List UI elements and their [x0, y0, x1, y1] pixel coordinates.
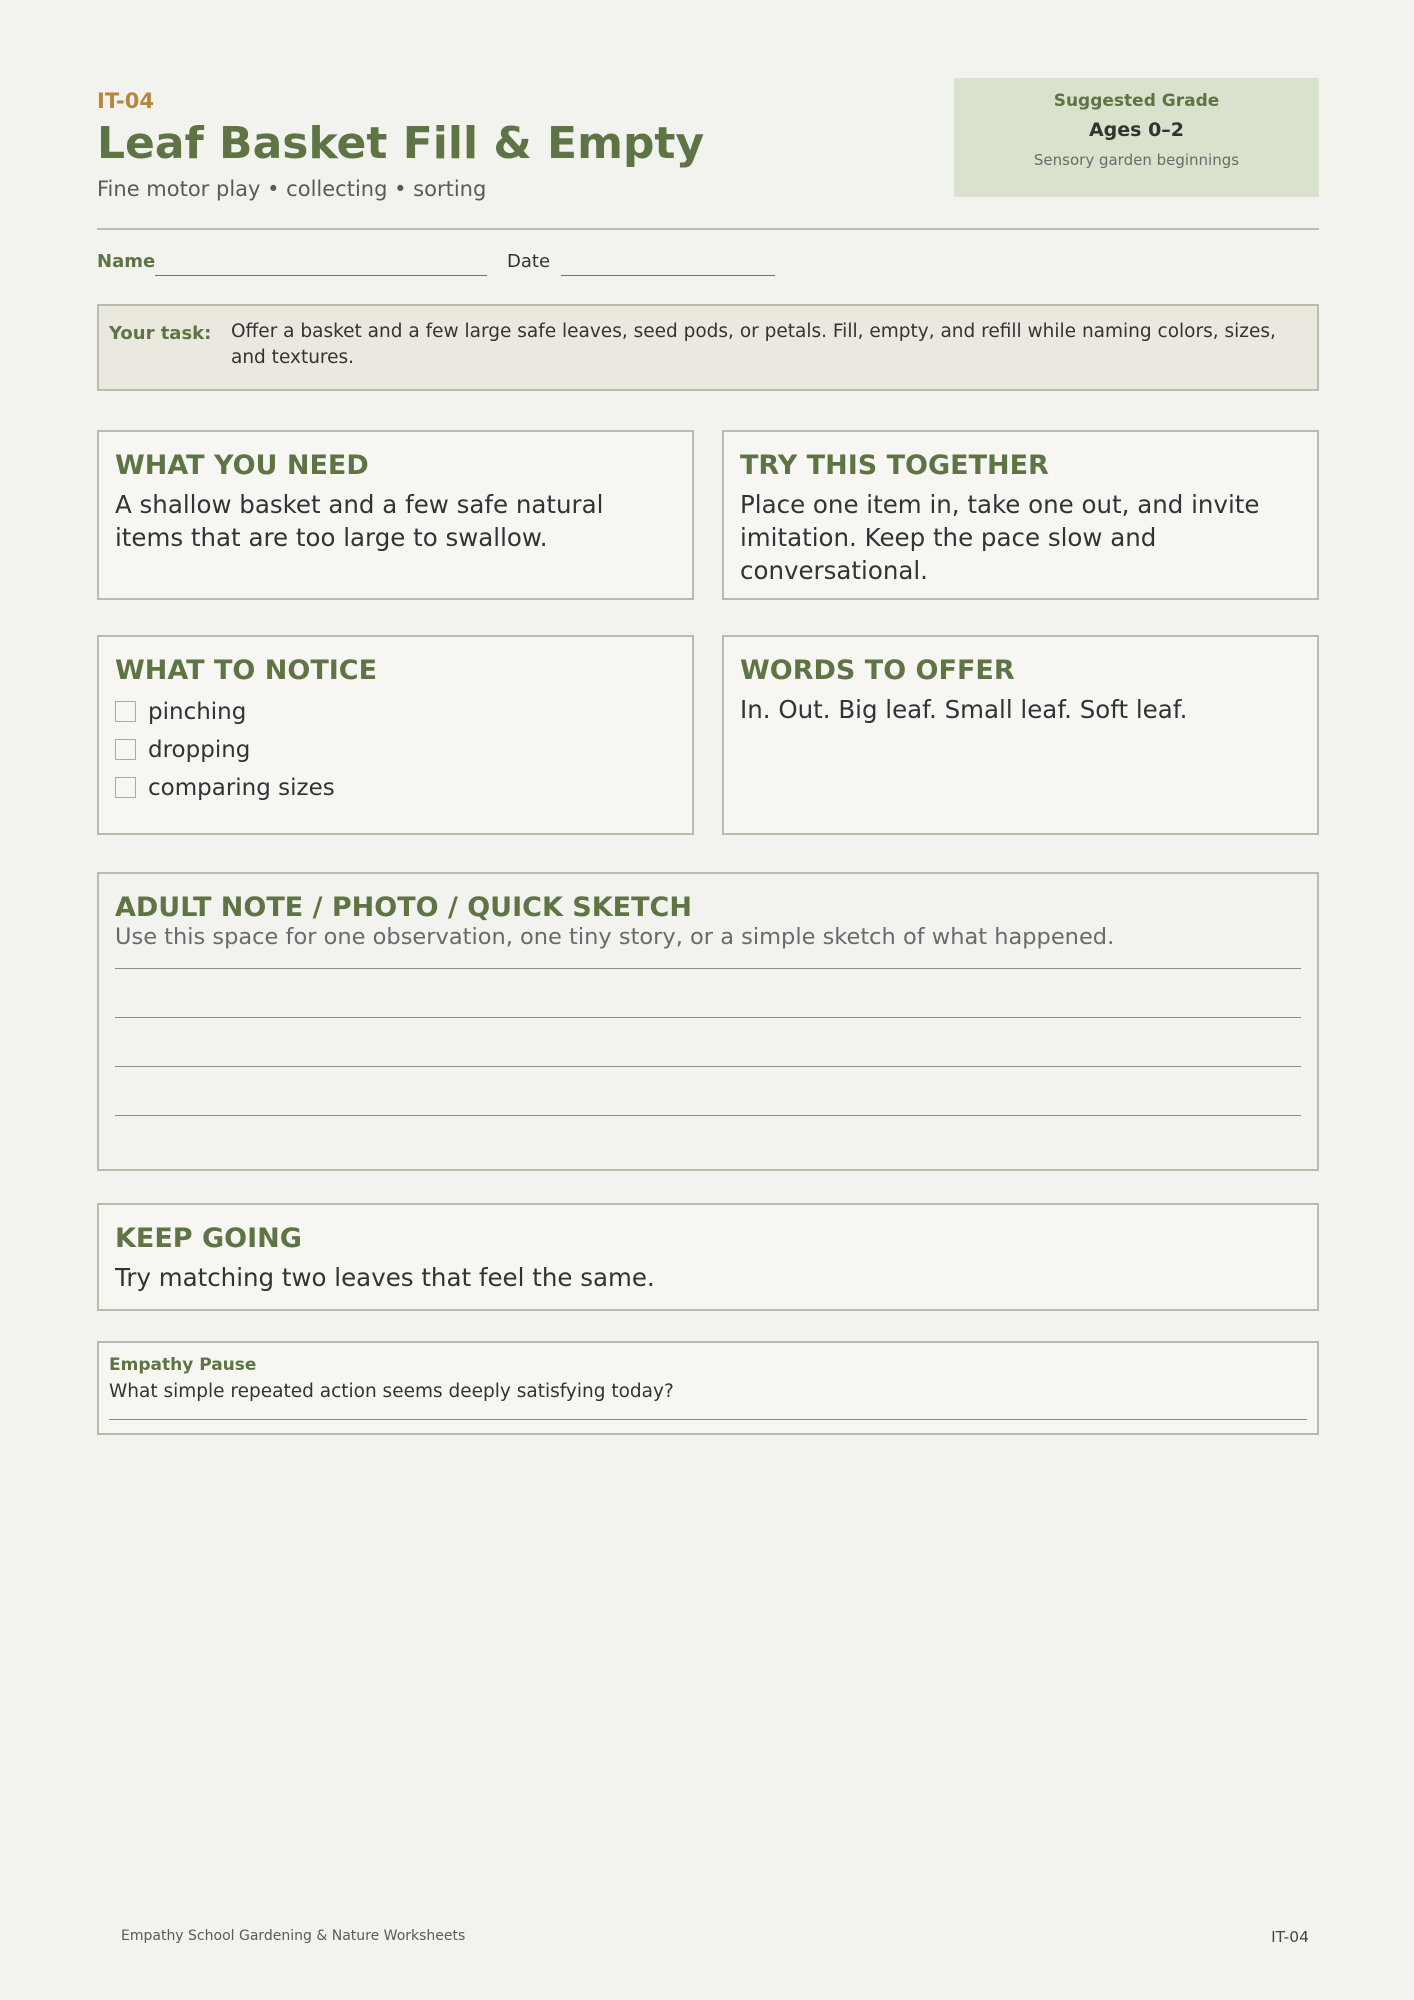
words-to-offer-card	[722, 635, 1319, 835]
try-this-together-body: Place one item in, take one out, and invite imitation. Keep the pace slow and conversational.	[740, 490, 1260, 585]
notice-checklist	[115, 697, 335, 811]
adult-note-title: ADULT NOTE / PHOTO / QUICK SKETCH	[115, 892, 692, 923]
empathy-pause-answer-line[interactable]	[109, 1419, 1307, 1420]
note-writing-line[interactable]	[115, 1017, 1301, 1018]
worksheet-page	[97, 0, 1319, 2000]
header-divider	[97, 228, 1319, 230]
empathy-pause-text: What simple repeated action seems deeply satisfying today?	[109, 1381, 674, 1402]
checklist-item	[115, 735, 335, 773]
checklist-item	[115, 773, 335, 811]
name-label: Name	[97, 251, 156, 272]
checkbox-comparing-sizes[interactable]	[115, 777, 136, 798]
date-field[interactable]	[561, 275, 775, 276]
footer-series: Empathy School Gardening & Nature Worksheets	[121, 1928, 466, 1944]
keep-going-title: KEEP GOING	[115, 1223, 302, 1254]
note-writing-line[interactable]	[115, 1066, 1301, 1067]
words-to-offer-body: In. Out. Big leaf. Small leaf. Soft leaf.	[740, 695, 1188, 724]
adult-note-subtitle: Use this space for one observation, one tiny story, or a simple sketch of what happened.	[115, 924, 1115, 950]
empathy-pause-title: Empathy Pause	[109, 1355, 257, 1375]
what-to-notice-title: WHAT TO NOTICE	[115, 655, 378, 686]
what-you-need-title: WHAT YOU NEED	[115, 450, 369, 481]
checklist-item-label: dropping	[148, 737, 251, 763]
checklist-item-label: comparing sizes	[148, 775, 335, 801]
footer-code: IT-04	[1271, 1928, 1309, 1946]
note-writing-line[interactable]	[115, 968, 1301, 969]
what-to-notice-card	[97, 635, 694, 835]
what-you-need-card	[97, 430, 694, 600]
words-to-offer-title: WORDS TO OFFER	[740, 655, 1015, 686]
keep-going-card	[97, 1203, 1319, 1311]
try-this-together-title: TRY THIS TOGETHER	[740, 450, 1049, 481]
grade-value: Ages 0–2	[1088, 119, 1185, 141]
checkbox-pinching[interactable]	[115, 701, 136, 722]
task-text: Offer a basket and a few large safe leaves, seed pods, or petals. Fill, empty, and refill while naming colors, sizes, and textures.	[231, 321, 1276, 368]
grade-box	[954, 78, 1319, 197]
checkbox-dropping[interactable]	[115, 739, 136, 760]
date-label: Date	[507, 251, 551, 272]
try-this-together-card	[722, 430, 1319, 600]
page-subtitle: Fine motor play • collecting • sorting	[97, 177, 487, 201]
task-label: Your task:	[109, 323, 212, 344]
checklist-item-label: pinching	[148, 699, 247, 725]
what-you-need-body: A shallow basket and a few safe natural items that are too large to swallow.	[115, 490, 604, 552]
grade-label: Suggested Grade	[1053, 91, 1220, 111]
worksheet-code: IT-04	[97, 89, 154, 113]
task-box	[97, 304, 1319, 391]
name-date-row	[97, 251, 897, 281]
grade-note: Sensory garden beginnings	[1033, 151, 1240, 169]
checklist-item	[115, 697, 335, 735]
page-title: Leaf Basket Fill & Empty	[97, 118, 705, 169]
note-writing-line[interactable]	[115, 1115, 1301, 1116]
adult-note-box	[97, 872, 1319, 1171]
keep-going-body: Try matching two leaves that feel the same.	[115, 1263, 655, 1292]
name-field[interactable]	[155, 275, 487, 276]
empathy-pause-box	[97, 1341, 1319, 1435]
